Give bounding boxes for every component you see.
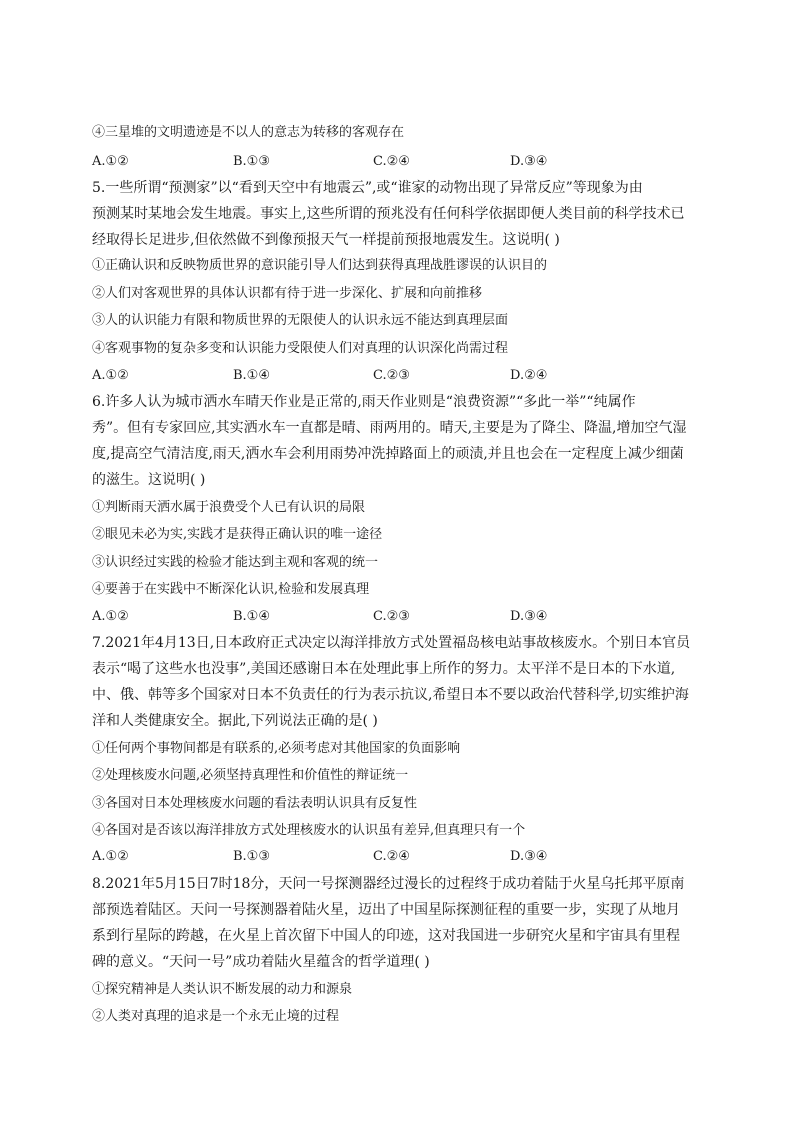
statement-line: ③认识经过实践的检验才能达到主观和客观的统一 [92, 555, 379, 570]
question-line: 系到行星际的跨越，在火星上首次留下中国人的印迹，这对我国进一步研究火星和宇宙具有里程 [92, 928, 680, 944]
option-a: A.①② [92, 609, 129, 624]
question-line: 洋和人类健康安全。据此,下列说法正确的是( ) [92, 713, 378, 729]
answer-options [92, 849, 712, 865]
answer-options [92, 609, 712, 625]
answer-options [92, 368, 712, 384]
statement-line: ④要善于在实践中不断深化认识,检验和发展真理 [92, 582, 370, 597]
option-b: B.①③ [233, 154, 270, 169]
option-d: D.③④ [510, 849, 548, 864]
question-line: 8.2021年5月15日7时18分，天问一号探测器经过漫长的过程终于成功着陆于火星乌托邦平原南 [92, 876, 685, 892]
option-b: B.①④ [233, 609, 270, 624]
statement-line: ①判断雨天洒水属于浪费受个人已有认识的局限 [92, 500, 366, 515]
answer-options [92, 154, 712, 170]
option-c: C.②④ [373, 849, 410, 864]
option-c: C.②④ [373, 154, 410, 169]
question-line: 7.2021年4月13日,日本政府正式决定以海洋排放方式处置福岛核电站事故核废水。个别日本官员 [92, 635, 691, 651]
question-line: 秀”。但有专家回应,其实洒水车一直都是晴、雨两用的。晴天,主要是为了降尘、降温,增加空气湿 [92, 420, 687, 436]
statement-line: ②眼见未必为实,实践才是获得正确认识的唯一途径 [92, 527, 383, 542]
option-a: A.①② [92, 154, 129, 169]
question-line: 预测某时某地会发生地震。事实上,这些所谓的预兆没有任何科学依据即便人类目前的科学技术已 [92, 206, 685, 222]
statement-line: ②处理核废水问题,必须坚持真理性和价值性的辩证统一 [92, 768, 409, 783]
statement-line: ④客观事物的复杂多变和认识能力受限使人们对真理的认识深化尚需过程 [92, 341, 509, 356]
question-line: 经取得长足进步,但依然做不到像预报天气一样提前预报地震发生。这说明( ) [92, 232, 560, 248]
option-c: C.②③ [373, 368, 410, 383]
option-d: D.②④ [510, 368, 548, 383]
statement-line: ③人的认识能力有限和物质世界的无限使人的认识永远不能达到真理层面 [92, 313, 509, 328]
statement-line: ④各国对是否该以海洋排放方式处理核废水的认识虽有差异,但真理只有一个 [92, 823, 526, 838]
option-d: D.③④ [510, 154, 548, 169]
question-line: 度,提高空气清洁度,雨天,洒水车会利用雨势冲洗掉路面上的顽渍,并且也会在一定程度上减少细菌 [92, 446, 684, 462]
option-d: D.③④ [510, 609, 548, 624]
statement-line: ③各国对日本处理核废水问题的看法表明认识具有反复性 [92, 796, 418, 811]
question-line: 中、俄、韩等多个国家对日本不负责任的行为表示抗议,希望日本不要以政治代替科学,切实维护海 [92, 687, 689, 703]
statement-line: ①正确认识和反映物质世界的意识能引导人们达到获得真理战胜谬误的认识目的 [92, 258, 548, 273]
option-a: A.①② [92, 368, 129, 383]
statement-line: ②人类对真理的追求是一个永无止境的过程 [92, 1009, 340, 1024]
option-b: B.①④ [233, 368, 270, 383]
statement-line: ①探究精神是人类认识不断发展的动力和源泉 [92, 982, 353, 997]
option-c: C.②③ [373, 609, 410, 624]
option-b: B.①③ [233, 849, 270, 864]
question-line: 5.一些所谓“预测家”以“看到天空中有地震云”,或“谁家的动物出现了异常反应”等现象为由 [92, 180, 643, 196]
statement-line: ②人们对客观世界的具体认识都有待于进一步深化、扩展和向前推移 [92, 286, 483, 301]
option-a: A.①② [92, 849, 129, 864]
statement-line: ④三星堆的文明遗迹是不以人的意志为转移的客观存在 [92, 125, 405, 140]
question-line: 表示“喝了这些水也没事”,美国还感谢日本在处理此事上所作的努力。太平洋不是日本的下水道, [92, 661, 676, 677]
question-line: 的滋生。这说明( ) [92, 472, 206, 488]
question-line: 碑的意义。“天问一号”成功着陆火星蕴含的哲学道理( ) [92, 954, 430, 970]
question-line: 部预选着陆区。天问一号探测器着陆火星，迈出了中国星际探测征程的重要一步，实现了从地月 [92, 902, 680, 918]
question-line: 6.许多人认为城市洒水车晴天作业是正常的,雨天作业则是“浪费资源”“多此一举”“纯属作 [92, 394, 636, 410]
statement-line: ①任何两个事物间都是有联系的,必须考虑对其他国家的负面影响 [92, 741, 461, 756]
